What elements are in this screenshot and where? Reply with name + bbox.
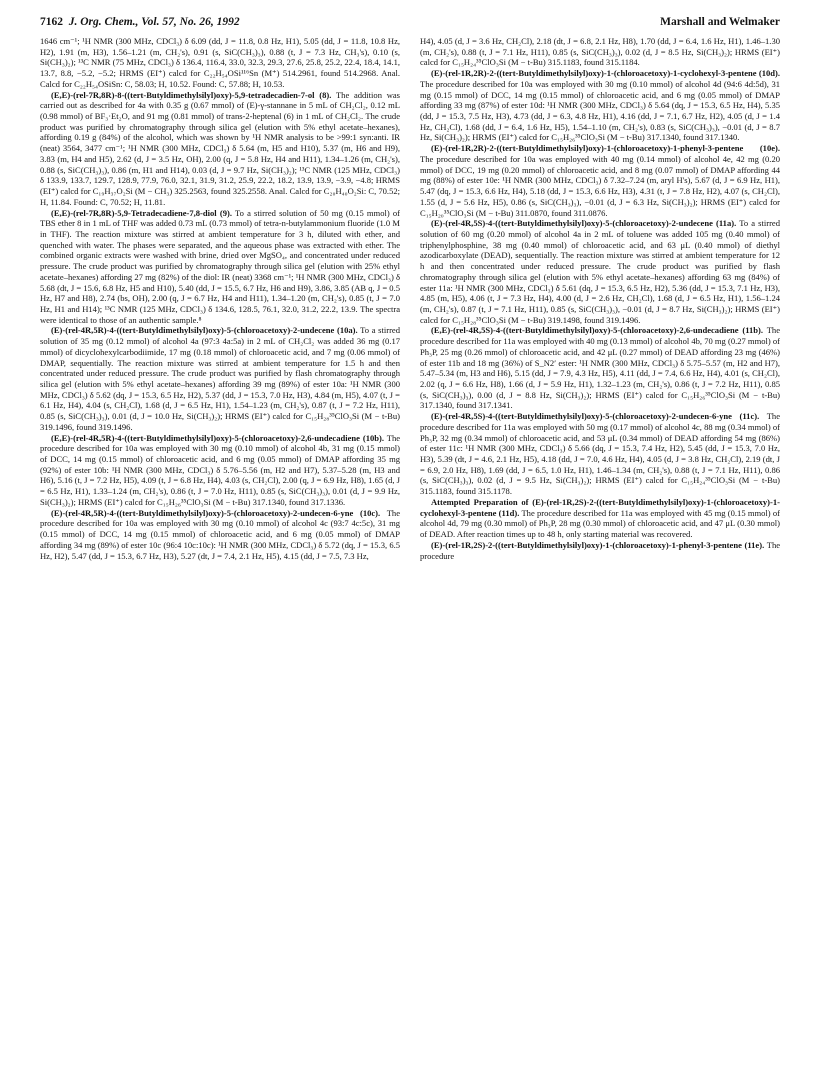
paragraph [420,68,780,143]
compound-heading: (E)-(rel-4R,5R)-4-((tert-Butyldimethylsilyl)oxy)-5-(chloroacetoxy)-2-undecene (10a). [51,325,358,336]
paragraph [40,325,400,432]
paragraph-body: The procedure described for 11a was employed with 40 mg (0.13 mmol) of alcohol 4b, 70 mg (0.27 mmol) of Ph₃P, 25 mg (0.26 mmol) of chloroacetic acid, and 42 μL (0.27 mmol) of DEAD affording 23 mg (46%) of ester 11b and 18 mg (36%) of S_N2′ ester: ¹H NMR (300 MHz, CDCl₃) δ 5.75–5.57 (m, H2 and H7), 5.47–5.34 (m, H3 and H6), 5.15 (dd, J = 7.9, 4.3 Hz, H5), 4.11 (dd, J = 7.4, 6.6 Hz, H4), 4.01 (s, CH₂Cl), 2.02 (q, J = 6.6 Hz, H8), 1.66 (d, J = 5.9 Hz, H1), 1.32–1.23 (m, CH₂'s), 0.86 (t, J = 7.2 Hz, H11), 0.85 (s, SiC(CH₃)₃), 0.00 (d, J = 8.8 Hz, Si(CH₃)₂); HRMS (EI⁺) calcd for C₁₅H₂₆³⁵ClO₃Si (M − t-Bu) 317.1340, found 317.1341. [420,325,780,411]
compound-heading: Attempted Preparation of (E)-(rel-1R,2S)-2-((tert-Butyldimethylsilyl)oxy)-1-(chloroacetoxy)-1-cyclohexyl-3-pentene (11d). [420,496,780,518]
author-names: Marshall and Welmaker [660,16,780,28]
compound-heading: (E)-(rel-1R,2S)-2-((tert-Butyldimethylsilyl)oxy)-1-(chloroacetoxy)-1-phenyl-3-pentene (11e). [431,539,765,550]
compound-heading: (E)-(rel-1R,2R)-2-((tert-Butyldimethylsilyl)oxy)-1-(chloroacetoxy)-1-cyclohexyl-3-pentene (10d). [431,68,780,79]
paragraph-body: The procedure described for 10a was employed with 40 mg (0.14 mmol) of alcohol 4e, 42 mg (0.20 mmol) of DCC, 19 mg (0.20 mmol) of chloroacetic acid, and 8 mg (0.07 mmol) of DMAP affording 44 mg (88%) of ester 10e: ¹H NMR (300 MHz, CDCl₃) δ 7.32–7.24 (m, aryl H's), 5.67 (d, J = 6.9 Hz, H1), 5.47 (dq, J = 15.3, 6.6 Hz, H4), 5.18 (dd, J = 15.3, 6.6 Hz, H3), 4.31 (t, J = 7.8 Hz, H2), 4.07 (s, CH₂Cl), 1.55 (d, J = 5.6 Hz, H5), 0.86 (s, SiC(CH₃)₃), −0.01 (d, J = 6.3 Hz, Si(CH₃)₂); HRMS (EI⁺) calcd for C₁₅H₂₀³⁵ClO₃Si (M − t-Bu) 311.0870, found 311.0876. [420,153,780,218]
paragraph-body: To a stirred solution of 50 mg (0.15 mmol) of TBS ether 8 in 1 mL of THF was added 0.73 mL (0.73 mmol) of tetra-n-butylammonium fluoride (1.0 M in THF). The reaction mixture was stirred at ambient temperature for 3 h, diluted with ether, and quenched with water. The phases were separated, and the aqueous phase was extracted with ether. The combined organic extracts were washed with brine, dried over MgSO₄, and concentrated under reduced pressure. The crude product was purified by chromatography through silica gel (elution with 25% ethyl acetate–hexanes) affording 27 mg (82%) of the diol: IR (neat) 3368 cm⁻¹; ¹H NMR (300 MHz, CDCl₃) δ 5.68 (dt, J = 15.6, 6.8 Hz, H5 and H10), 5.40 (dd, J = 15.5, 6.7 Hz, H6 and H9), 3.86, 3.85 (AB q, J = 0.5 Hz, H7 and H8), 2.74 (bs, OH), 2.00 (q, J = 6.7 Hz, H4 and H11), 1.34–1.20 (m, CH₂'s), 0.85 (t, J = 7.0 Hz, H1 and H14); ¹³C NMR (125 MHz, CDCl₃) δ 134.6, 128.5, 76.1, 32.0, 31.2, 22.2, 13.9. The spectra were identical to those of an authentic sample.⁸ [40,207,400,325]
journal-citation: J. Org. Chem., Vol. 57, No. 26, 1992 [68,16,240,28]
compound-heading: (E)-(rel-1R,2R)-2-((tert-Butyldimethylsilyl)oxy)-1-(chloroacetoxy)-1-phenyl-3-pentene (10e). [431,143,780,154]
compound-heading: (E,E)-(rel-7R,8R)-5,9-Tetradecadiene-7,8-diol (9). [51,207,232,218]
paragraph-body: To a stirred solution of 60 mg (0.20 mmol) of alcohol 4a in 2 mL of toluene was added 105 mg (0.40 mmol) of triphenylphosphine, 38 mg (0.40 mmol) of chloroacetic acid, and 63 μL (0.40 mmol) of diethyl azodicarboxylate (DEAD), sequentially. The reaction mixture was stirred at ambient temperature for 12 h and then concentrated under reduced pressure. The crude product was purified by flash chromatography through silica gel (elution with 5% ethyl acetate–hexanes) affording 63 mg (84%) of ester 11a: ¹H NMR (300 MHz, CDCl₃) δ 5.61 (dq, J = 15.3, 6.5 Hz, H2), 5.36 (dd, J = 15.3, 7.1 Hz, H3), 4.85 (m, H5), 4.06 (t, J = 7.3 Hz, H4), 4.00 (d, J = 2.6 Hz, CH₂Cl), 1.68 (d, J = 6.5 Hz, H1), 1.56–1.24 (m, CH₂'s), 0.87 (t, J = 7.1 Hz, H11), 0.85 (s, SiC(CH₃)₃), −0.01 (d, J = 8.7 Hz, Si(CH₃)₂); HRMS (EI⁺) calcd for C₁₅H₂₈³⁵ClO₃Si (M − t-Bu) 319.1498, found 319.1496. [420,218,780,325]
paragraph-body: The procedure [420,539,780,561]
left-column [40,36,400,1060]
paragraph [420,325,780,411]
paragraph [420,497,780,540]
compound-heading: (E)-(rel-4R,5S)-4-((tert-Butyldimethylsilyl)oxy)-5-(chloroacetoxy)-2-undecen-6-yne (11c). [431,411,760,422]
compound-heading: (E)-(rel-4R,5R)-4-((tert-Butyldimethylsilyl)oxy)-5-(chloroacetoxy)-2-undecen-6-yne (10c). [51,507,381,518]
paragraph [420,540,780,561]
paragraph [420,411,780,497]
paragraph [40,36,400,90]
paragraph [40,208,400,326]
paragraph-body: The addition was carried out as described for 4a with 0.35 g (0.67 mmol) of (E)-γ-stannane in 5 mL of CH₂Cl₂, 0.12 mL (0.98 mmol) of BF₃·Et₂O, and 91 mg (0.81 mmol) of trans-2-heptenal (6) in 1 mL of CH₂Cl₂. The crude product was purified by chromatography through silica gel (elution with 5% ethyl acetate–hexanes), affording 0.19 g (84%) of the alcohol, which was shown by ¹H NMR analysis to be >99:1 syn:anti. IR (neat) 3564, 3477 cm⁻¹; ¹H NMR (300 MHz, CDCl₃) δ 5.64 (m, H5 and H10), 5.37 (m, H6 and H9), 3.83 (m, H4 and H5), 2.62 (d, J = 3.5 Hz, OH), 2.00 (q, J = 5.8 Hz, H4 and H11), 1.34–1.26 (m, CH₂'s), 0.88 (s, SiC(CH₃)₃), 0.86 (m, H1 and H14), 0.03 (d, J = 9.7 Hz, Si(CH₃)₂); ¹³C NMR (125 MHz, CDCl₃) δ 133.9, 133.7, 129.7, 128.9, 77.9, 76.0, 32.1, 31.9, 31.2, 25.9, 22.2, 18.2, 13.9, 13.9, −3.9, −4.8; HRMS (EI⁺) calcd for C₁₉H₃₇O₂Si (M − CH₃) 325.2563, found 325.2558. Anal. Calcd for C₂₀H₄₀O₂Si: C, 70.52; H, 11.84. Found: C, 70.52; H, 11.81. [40,89,400,207]
compound-heading: (E,E)-(rel-7R,8R)-8-((tert-Butyldimethylsilyl)oxy)-5,9-tetradecadien-7-ol (8). [51,89,332,100]
paragraph [40,508,400,562]
paragraph-body: The procedure described for 11a was employed with 50 mg (0.17 mmol) of alcohol 4c, 88 mg (0.34 mmol) of Ph₃P, 32 mg (0.34 mmol) of chloroacetic acid, and 53 μL (0.34 mmol) of DEAD affording 54 mg (86%) of ester 11c: ¹H NMR (300 MHz, CDCl₃) δ 5.66 (dq, J = 15.3, 7.4 Hz, H2), 5.45 (dd, J = 15.3, 7.0 Hz, H3), 5.39 (dt, J = 4.6, 2.1 Hz, H5), 4.18 (dd, J = 7.0, 4.6 Hz, H4), 4.05 (d, J = 3.8 Hz, CH₂Cl), 2.19 (dt, J = 6.9, 2.0 Hz, H8), 1.69 (dd, J = 6.5, 1.0 Hz, H1), 1.46–1.34 (m, CH₂'s), 0.88 (t, J = 7.1 Hz, H11), 0.86 (s, SiC(CH₃)₃), 0.02 (d, J = 9.5 Hz, Si(CH₃)₂); HRMS (EI⁺) calcd for C₁₅H₂₄³⁵ClO₃Si (M − t-Bu) 315.1183, found 315.1178. [420,411,780,497]
paragraph-body: The procedure described for 10a was employed with 30 mg (0.10 mmol) of alcohol 4d (94:6 4d:5d), 31 mg (0.15 mmol) of DCC, 14 mg (0.15 mmol) of chloroacetic acid, and 6 mg (0.05 mmol) of DMAP affording 33 mg (87%) of ester 10d: ¹H NMR (300 MHz, CDCl₃) δ 5.64 (dq, J = 15.3, 6.5 Hz, H4), 5.35 (dd, J = 15.3, 7.5 Hz, H3), 4.73 (dd, J = 6.3, 4.8 Hz, H1), 4.16 (dd, J = 7.1, 6.7 Hz, H2), 4.05 (d, J = 1.4 Hz, CH₂Cl), 1.68 (dd, J = 6.4, 1.6 Hz, H5), 1.54–1.10 (m, CH₂'s), 0.83 (s, SiC(CH₃)₃), −0.01 (d, J = 8.7 Hz, Si(CH₃)₂); HRMS (EI⁺) calcd for C₁₅H₂₆³⁵ClO₃Si (M − t-Bu) 317.1340, found 317.1340. [420,78,780,143]
paragraph [40,433,400,508]
paragraph-body: The procedure described for 10a was employed with 30 mg (0.10 mmol) of alcohol 4b, 31 mg (0.15 mmol) of DCC, 14 mg (0.15 mmol) of chloroacetic acid, and 6 mg (0.05 mmol) of DMAP affording 35 mg (92%) of ester 10b: ¹H NMR (300 MHz, CDCl₃) δ 5.76–5.56 (m, H2 and H7), 5.37–5.28 (m, H3 and H6), 5.16 (t, J = 7.2 Hz, H5), 4.09 (t, J = 6.8 Hz, H4), 4.03 (s, CH₂Cl), 2.00 (q, J = 6.9 Hz, H8), 1.65 (d, J = 6.5 Hz, H1), 1.33–1.24 (m, CH₂'s), 0.86 (t, J = 7.0 Hz, H11), 0.85 (s, SiC(CH₃)₃), 0.01 (d, J = 9.9 Hz, Si(CH₃)₂); HRMS (EI⁺) calcd for C₁₅H₂₆³⁵ClO₃Si (M − t-Bu) 317.1340, found 317.1336. [40,432,400,507]
paragraph-body: H4), 4.05 (d, J = 3.6 Hz, CH₂Cl), 2.18 (dt, J = 6.8, 2.1 Hz, H8), 1.70 (dd, J = 6.4, 1.6 Hz, H1), 1.46–1.30 (m, CH₂'s), 0.88 (t, J = 7.1 Hz, H11), 0.85 (s, SiC(CH₃)₃), 0.02 (d, J = 8.5 Hz, Si(CH₃)₂); HRMS (EI⁺) calcd for C₁₅H₂₄³⁵ClO₃Si (M − t-Bu) 315.1183, found 315.1184. [420,36,780,68]
paragraph-body: The procedure described for 10a was employed with 30 mg (0.10 mmol) of alcohol 4c (93:7 4c:5c), 31 mg (0.15 mmol) of DCC, 14 mg (0.15 mmol) of chloroacetic acid, and 6 mg (0.05 mmol) of DMAP affording 34 mg (89%) of ester 10c (96:4 10c:10c): ¹H NMR (300 MHz, CDCl₃) δ 5.72 (dq, J = 15.3, 6.5 Hz, H2), 5.47 (dd, J = 15.3, 6.7 Hz, H3), 5.27 (dt, J = 7.4, 2.1 Hz, H5), 4.15 (dd, J = 7.5, 7.3 Hz, [40,507,400,561]
compound-heading: (E,E)-(rel-4R,5R)-4-((tert-Butyldimethylsilyl)oxy)-5-(chloroacetoxy)-2,6-undecadiene (10b). [51,432,384,443]
paragraph-body: To a stirred solution of 35 mg (0.12 mmol) of alcohol 4a (97:3 4a:5a) in 2 mL of CH₂Cl₂ was added 36 mg (0.17 mmol) of dicyclohexylcarbodiimide, 17 mg (0.18 mmol) of chloroacetic acid, and 7 mg (0.06 mmol) of DMAP, sequentially. The reaction mixture was stirred at ambient temperature for 1.5 h and then concentrated under reduced pressure. The crude product was purified by flash chromatography through silica gel (elution with 5% ethyl acetate–hexanes) affording 39 mg (89%) of ester 10a: ¹H NMR (300 MHz, CDCl₃) δ 5.62 (dq, J = 15.3, 6.5 Hz, H2), 5.37 (dd, J = 15.3, 7.0 Hz, H3), 4.84 (m, H5), 4.07 (t, J = 6.1 Hz, H4), 4.04 (s, CH₂Cl), 1.68 (d, J = 6.5 Hz, H1), 1.54–1.23 (m, CH₂'s), 0.87 (t, J = 7.2 Hz, H11), 0.85 (s, SiC(CH₃)₃), 0.01 (d, J = 10.0 Hz, Si(CH₃)₂); HRMS (EI⁺) calcd for C₁₅H₂₈³⁵ClO₃Si (M − t-Bu) 319.1496, found 319.1496. [40,325,400,432]
paragraph [420,36,780,68]
paragraph [40,90,400,208]
compound-heading: (E)-(rel-4R,5S)-4-((tert-Butyldimethylsilyl)oxy)-5-(chloroacetoxy)-2-undecene (11a). [431,218,737,229]
page-number: 7162 [40,16,63,28]
paragraph-body: The procedure described for 11a was employed with 45 mg (0.15 mmol) of alcohol 4d, 79 mg (0.30 mmol) of Ph₃P, 28 mg (0.30 mmol) of chloroacetic acid, and 47 μL (0.30 mmol) of DEAD. After reaction times up to 48 h, only starting material was recovered. [420,507,780,540]
header-left [40,16,240,28]
compound-heading: (E,E)-(rel-4R,5S)-4-((tert-Butyldimethylsilyl)oxy)-5-(chloroacetoxy)-2,6-undecadiene (11b). [431,325,764,336]
paragraph [420,218,780,325]
paragraph [420,143,780,218]
right-column [420,36,780,1060]
running-header [40,16,780,30]
paragraph-body: 1646 cm⁻¹; ¹H NMR (300 MHz, CDCl₃) δ 6.09 (dd, J = 11.8, 0.8 Hz, H1), 5.05 (dd, J = 11.8, 10.8 Hz, H2), 1.91 (m, H3), 1.56–1.21 (m, CH₂'s), 0.91 (s, SiC(CH₃)₃), 0.88 (t, J = 7.3 Hz, CH₃'s), 0.10 (s, Si(CH₃)₂); ¹³C NMR (75 MHz, CDCl₃) δ 136.4, 116.4, 33.0, 32.3, 29.3, 27.6, 25.8, 25.2, 22.4, 18.4, 14.1, 13.7, 8.8, −5.2, −5.2; HRMS (EI⁺) calcd for C₂₂H₅₄OSi¹¹⁶Sn (M⁺) 514.2961, found 514.2968. Anal. Calcd for C₂₂H₅₄OSiSn: C, 58.03; H, 10.52. Found: C, 57.88; H, 10.53. [40,36,400,89]
